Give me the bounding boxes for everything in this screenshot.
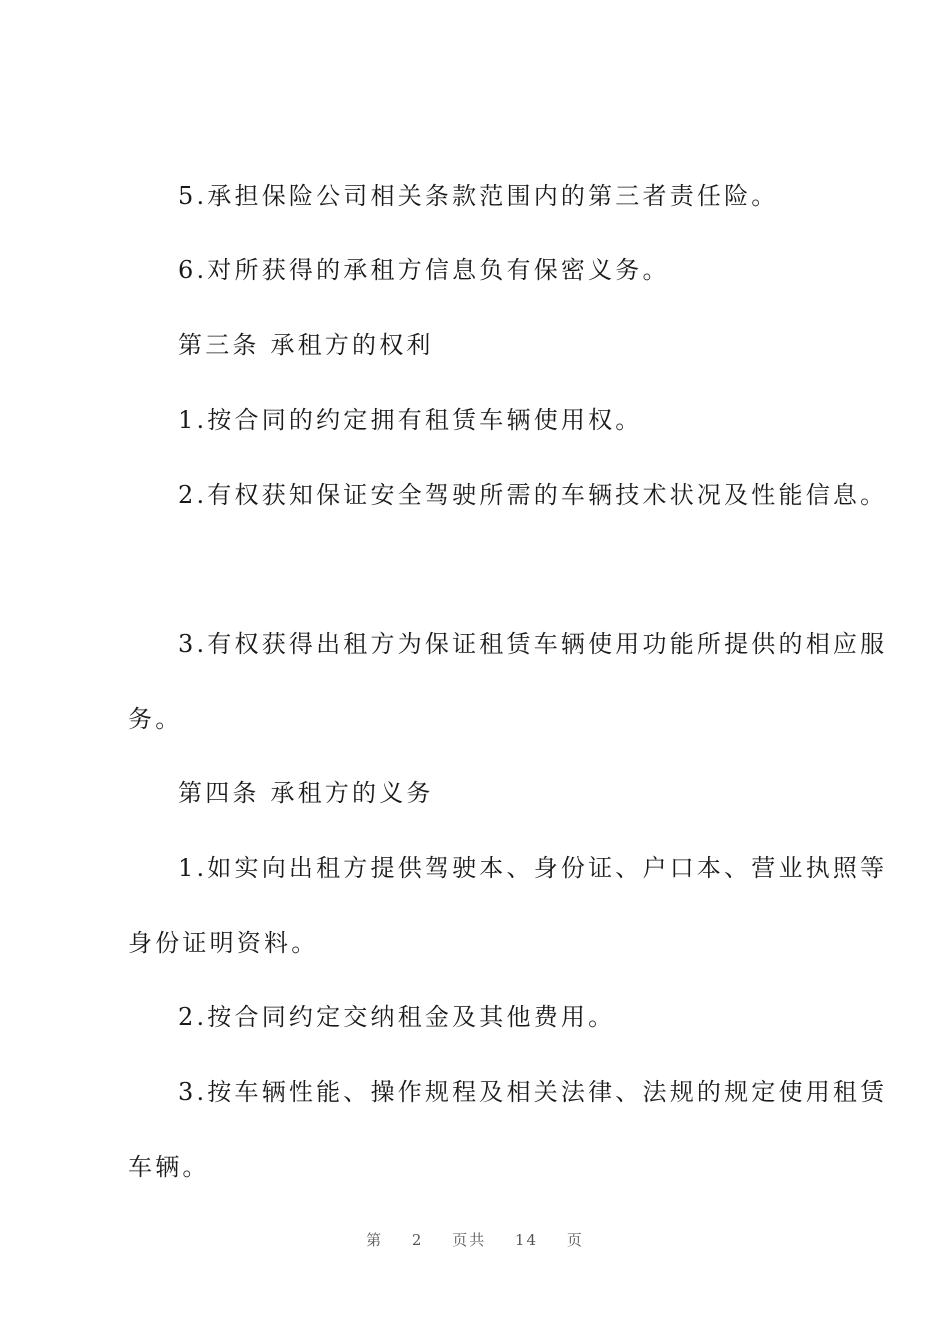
clause-item: 3.有权获得出租方为保证租赁车辆使用功能所提供的相应服 — [178, 630, 888, 658]
footer-current-page: 2 — [411, 1231, 424, 1249]
footer-total-pages: 14 — [515, 1231, 539, 1249]
clause-item: 2.有权获知保证安全驾驶所需的车辆技术状况及性能信息。 — [178, 481, 888, 509]
clause-item-continuation: 车辆。 — [128, 1153, 210, 1181]
clause-item: 3.按车辆性能、操作规程及相关法律、法规的规定使用租赁 — [178, 1078, 888, 1106]
clause-item: 5.承担保险公司相关条款范围内的第三者责任险。 — [178, 182, 779, 210]
clause-item: 2.按合同约定交纳租金及其他费用。 — [178, 1003, 616, 1031]
article-heading: 第四条 承租方的义务 — [178, 779, 434, 807]
footer-suffix: 页 — [566, 1231, 584, 1249]
article-heading: 第三条 承租方的权利 — [178, 331, 434, 359]
footer-prefix: 第 — [366, 1231, 384, 1249]
footer-middle: 页共 — [452, 1231, 487, 1249]
clause-item: 6.对所获得的承租方信息负有保密义务。 — [178, 256, 670, 284]
clause-item: 1.如实向出租方提供驾驶本、身份证、户口本、营业执照等 — [178, 854, 888, 882]
clause-item-continuation: 身份证明资料。 — [128, 929, 319, 957]
clause-item-continuation: 务。 — [128, 705, 183, 733]
clause-item: 1.按合同的约定拥有租赁车辆使用权。 — [178, 406, 643, 434]
page-footer — [0, 1229, 950, 1250]
